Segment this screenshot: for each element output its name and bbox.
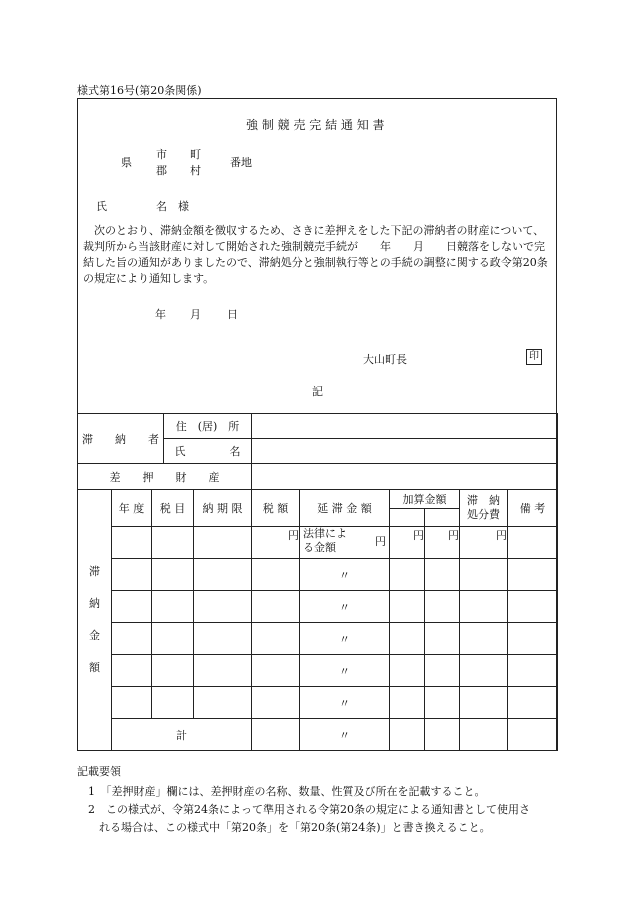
header-tax-amount: 税 額 (252, 490, 300, 527)
side-label: 滞 納 金 額 (78, 490, 112, 751)
amount-table (77, 489, 558, 751)
additional-sub-2 (425, 509, 460, 527)
note-item: 2 この様式が、令第24条によって準用される令第20条の規定による通知書として使用さ (88, 803, 530, 816)
date-day: 日 (227, 308, 238, 321)
form-number: 様式第16号(第20条関係) (77, 84, 202, 97)
header-tax-item: 税 目 (152, 490, 194, 527)
seal-stamp: 印 (526, 349, 542, 365)
taxpayer-label: 滞 納 者 (78, 414, 164, 464)
row1-year (112, 527, 152, 559)
date-year: 年 (155, 308, 166, 321)
address-town: 町 (190, 148, 201, 161)
additional-sub-1 (390, 509, 425, 527)
address-prefecture: 県 (121, 156, 132, 169)
address-value (252, 414, 558, 439)
ditto-mark: 〃 (300, 719, 390, 751)
date-month: 月 (190, 308, 201, 321)
name-label: 氏 名 (164, 439, 252, 464)
address-village: 村 (190, 164, 201, 177)
ki-label: 記 (312, 385, 323, 398)
header-fiscal-year: 年 度 (112, 490, 152, 527)
address-banchi: 番地 (230, 156, 252, 169)
legal-amount-label: 法律によ る金額 (303, 527, 347, 554)
ditto-mark: 〃 (300, 591, 390, 623)
row1-late-fee (300, 527, 390, 559)
header-additional: 加算金額 (390, 490, 460, 509)
note-item: れる場合は、この様式中「第20条」を「第20条(第24条)」と書き換えること。 (88, 821, 491, 834)
ditto-mark: 〃 (300, 559, 390, 591)
issuer: 大山町長 (363, 353, 407, 366)
total-label: 計 (112, 719, 252, 751)
row1-tax-item (152, 527, 194, 559)
header-disposition-fee: 滞 納 処分費 (460, 490, 508, 527)
taxpayer-table (77, 413, 558, 490)
ditto-mark: 〃 (300, 687, 390, 719)
late-fee-yen: 円 (375, 535, 386, 548)
header-remarks: 備 考 (508, 490, 558, 527)
notice-title: 強 制 競 売 完 結 通 知 書 (246, 118, 385, 132)
row1-remarks (508, 527, 558, 559)
address-gun: 郡 (156, 164, 167, 177)
row1-additional-2: 円 (425, 527, 460, 559)
header-deadline: 納 期 限 (194, 490, 252, 527)
note-item: 1 「差押財産」欄には、差押財産の名称、数量、性質及び所在を記載すること。 (88, 785, 486, 798)
header-late-fee: 延 滞 金 額 (300, 490, 390, 527)
row1-additional-1: 円 (390, 527, 425, 559)
name-sama: 様 (178, 200, 189, 213)
row1-deadline (194, 527, 252, 559)
notice-body: 次のとおり、滞納金額を徴収するため、さきに差押えをした下記の滞納者の財産について、 裁判所から当該財産に対して開始された強制競売手続が 年 月 日競落をしないで完結した旨の通知がありましたので、滞納処分と強制執行等との手続の調整に関する政令第20条の規定により通知します。 (83, 224, 572, 285)
seized-value (252, 464, 558, 490)
name-value (252, 439, 558, 464)
ditto-mark: 〃 (300, 655, 390, 687)
seized-label: 差 押 財 産 (78, 464, 252, 490)
notes-heading: 記載要領 (77, 765, 121, 778)
address-city: 市 (156, 148, 167, 161)
row1-tax-yen: 円 (252, 527, 300, 559)
row1-disposition-fee: 円 (460, 527, 508, 559)
name-mei: 名 (156, 200, 167, 213)
name-shi: 氏 (96, 200, 107, 213)
ditto-mark: 〃 (300, 623, 390, 655)
address-label: 住 (居) 所 (164, 414, 252, 439)
